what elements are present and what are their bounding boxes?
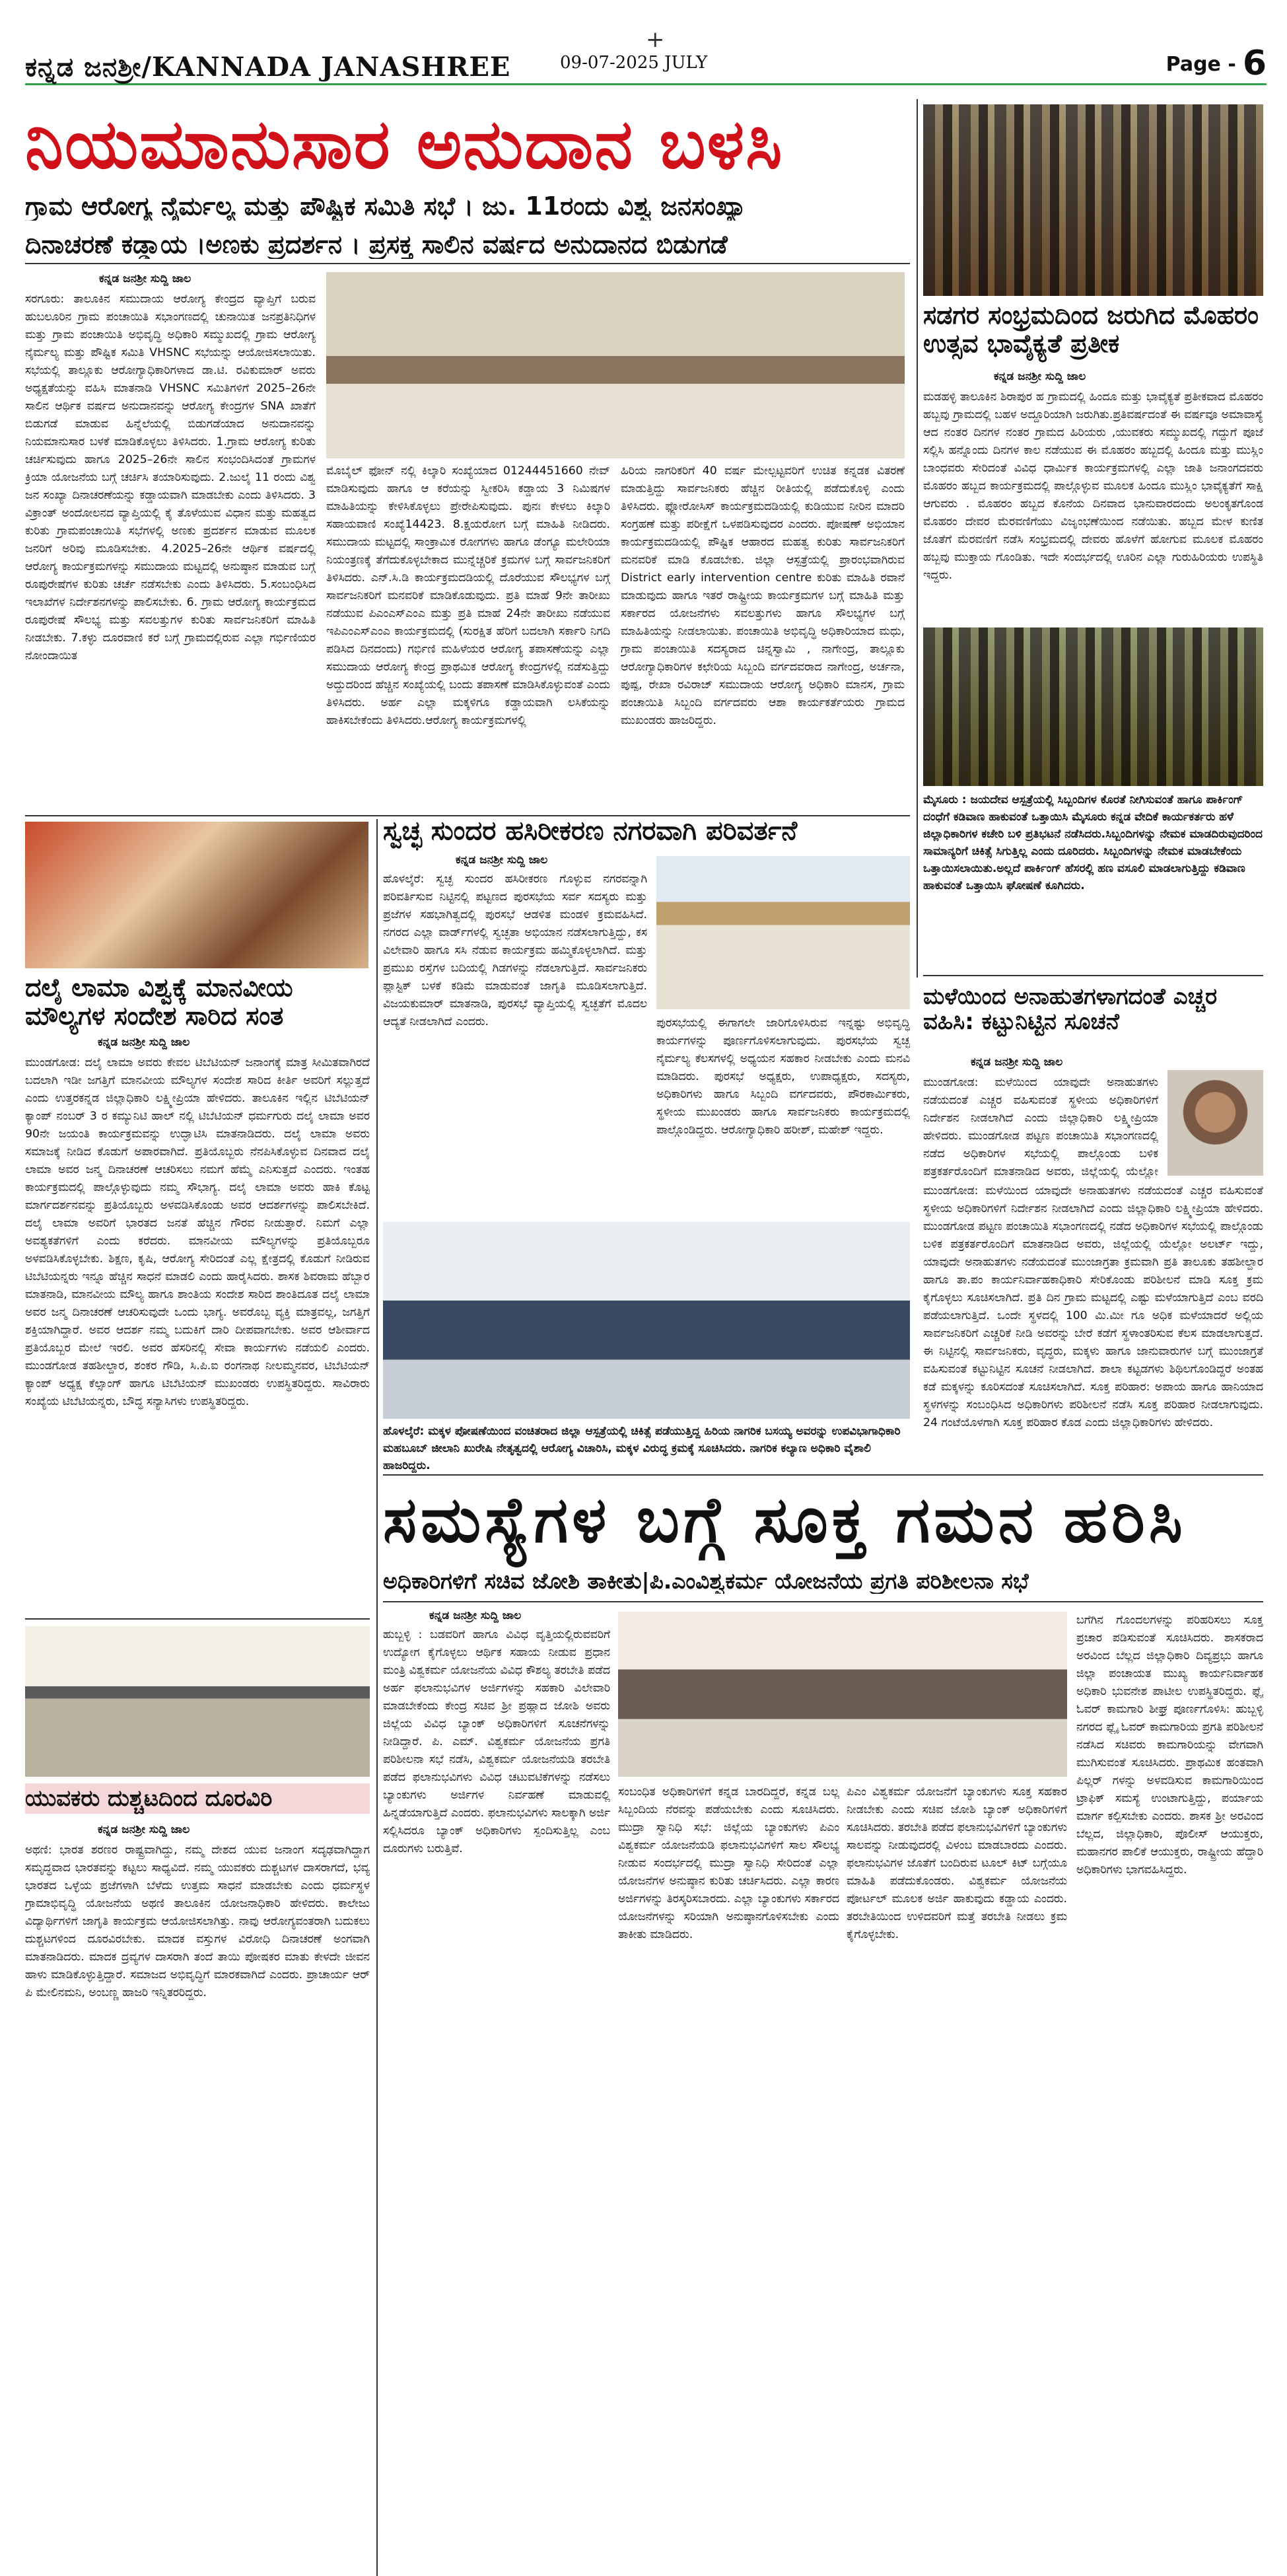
joshi-headline: ಸಮಸ್ಯೆಗಳ ಬಗ್ಗೆ ಸೂಕ್ತ ಗಮನ ಹರಿಸಿ	[383, 1483, 1187, 1557]
divider	[25, 263, 910, 264]
rain-byline: ಕನ್ನಡ ಜನಶ್ರೀ ಸುದ್ದಿ ಜಾಲ	[971, 1055, 1063, 1069]
lead-body-col1: ಸರಗೂರು: ತಾಲೂಕಿನ ಸಮುದಾಯ ಆರೋಗ್ಯ ಕೇಂದ್ರದ ವ್ಯಾಪ್ತಿಗೆ ಬರುವ ಹುಬಲೂರಿನ ಗ್ರಾಮ ಪಂಚಾಯಿತಿ ಸಭಾಂಗಣದಲ್ಲಿ ಚುನಾಯಿತ ಜನಪ್ರತಿನಿಧಿಗಳ ಮತ್ತು ಗ್ರಾಮ ಪಂಚಾಯಿತಿ ಅಭಿವೃದ್ಧಿ ಅಧಿಕಾರಿ ಸಮ್ಮುಖದಲ್ಲಿ ಗ್ರಾಮ ಆರೋಗ್ಯ ನೈರ್ಮಲ್ಯ ಮತ್ತು ಪೌಷ್ಟಿಕ ಸಮಿತಿ VHSNC ಸಭೆಯನ್ನು ಆಯೋಜಿಸಲಾಯಿತು. ಸಭೆಯಲ್ಲಿ ತಾಲ್ಲೂಕು ಆರೋಗ್ಯಾಧಿಕಾರಿಗಳಾದ ಡಾ.ಟಿ. ರವಿಕುಮಾರ್ ಅವರು ಅಧ್ಯಕ್ಷತೆಯನ್ನು ವಹಿಸಿ ಮಾತನಾಡಿ VHSNC ಸಮಿತಿಗಳಿಗೆ 2025–26ನೇ ಸಾಲಿನ ಆರ್ಥಿಕ ವರ್ಷದ ಅನುದಾನವನ್ನು ಆರೋಗ್ಯ ಕೇಂದ್ರಗಳ SNA ಖಾತೆಗೆ ಬಿಡುಗಡೆ ಮಾಡುವ ಹಿನ್ನೆಲೆಯಲ್ಲಿ ಬಿಡುಗಡೆಯಾದ ಅನುದಾನವನ್ನು ನಿಯಮಾನುಸಾರ ಬಳಕೆ ಮಾಡಿಕೊಳ್ಳಲು ತಿಳಿಸಿದರು. 1.ಗ್ರಾಮ ಆರೋಗ್ಯ ಕುರಿತು ಚರ್ಚಿಸುವುದು ಹಾಗೂ 2025–26ನೇ ಸಾಲಿನ ಸಂಭಂದಿಸಿದಂತೆ ಗ್ರಾಮಗಳ ಕ್ರಿಯಾ ಯೋಜನೆಯ ಬಗ್ಗೆ ಚರ್ಚಿಸಿ ತಯಾರಿಸುವುದು. 2.ಜುಲೈ 11 ರಂದು ವಿಶ್ವ ಜನ ಸಂಖ್ಯಾ ದಿನಾಚರಣೆಯನ್ನು ಕಡ್ಡಾಯವಾಗಿ ಮಾಡಬೇಕು ಎಂದು ತಿಳಿಸಿದರು. 3 ವಿಕ್ರಾಂತ್ ಅಂದೋಲನದ ವ್ಯಾಪ್ತಿಯಲ್ಲಿ ಕೈ ತೊಳೆಯುವ ವಿಧಾನ ಮತ್ತು ಮಹತ್ವದ ಕುರಿತು ಗ್ರಾಮಪಂಚಾಯಿತಿ ಸಭೆಗಳಲ್ಲಿ ಅಣಕು ಪ್ರದರ್ಶನ ಮಾಡುವ ಮೂಲಕ ಜನರಿಗೆ ಅರಿವು ಮೂಡಿಸಬೇಕು. 4.2025–26ನೇ ಆರ್ಥಿಕ ವರ್ಷದಲ್ಲಿ ಆರೋಗ್ಯ ಕಾರ್ಯಕ್ರಮಗಳನ್ನು ಸಮುದಾಯ ಮಟ್ಟದಲ್ಲಿ ಅನುಷ್ಠಾನ ಮಾಡುವ ಬಗ್ಗೆ ರೂಪುರೇಷೆಗಳ ಕುರಿತು ಚರ್ಚೆ ನಡೆಸಬೇಕು ಎಂದು ತಿಳಿಸಿದರು. 5.ಸಂಬಂಧಿಸಿದ ಇಲಾಖೆಗಳ ನಿರ್ದೇಶನಗಳನ್ನು ಪಾಲಿಸಬೇಕು. 6. ಗ್ರಾಮ ಆರೋಗ್ಯ ಕಾರ್ಯಕ್ರಮದ ರೂಪುರೇಷೆ ಸೌಲಭ್ಯ ಮತ್ತು ಸವಲತ್ತುಗಳ ಕುರಿತು ಸಾರ್ವಜನಿಕರಿಗೆ ಮಾಹಿತಿ ನೀಡಬೇಕು. 7.ಕಳ್ಳು ದೂರವಾಣಿ ಕರೆ ಬಗ್ಗೆ ಗ್ರಾಮದಲ್ಲಿರುವ ಎಲ್ಲಾ ಗರ್ಭಿಣಿಯರ ನೋಂದಾಯಿತ	[25, 293, 316, 662]
lead-subheadline-1: ಗ್ರಾಮ ಆರೋಗ್ಯ ನೈರ್ಮಲ್ಯ ಮತ್ತು ಪೌಷ್ಟಿಕ ಸಮಿತಿ ಸಭೆ । ಜು. 11ರಂದು ವಿಶ್ವ ಜನಸಂಖ್ಯಾ	[25, 193, 747, 221]
lead-subheadline-2: ದಿನಾಚರಣೆ ಕಡ್ಡಾಯ ।ಅಣಕು ಪ್ರದರ್ಶನ । ಪ್ರಸಕ್ತ ಸಾಲಿನ ವರ್ಷದ ಅನುದಾನದ ಬಿಡುಗಡೆ	[25, 231, 728, 259]
protest-photo	[923, 627, 1263, 786]
divider	[383, 1474, 1263, 1476]
moharram-body: ಮಡಹಳ್ಳಿ ತಾಲೂಕಿನ ಶಿರಾಪುರ ಹ ಗ್ರಾಮದಲ್ಲಿ ಹಿಂದೂ ಮತ್ತು ಭಾವೈಕ್ಯತೆ ಪ್ರತೀಕವಾದ ಮೊಹರಂ ಹಬ್ಬವು ಗ್ರಾಮದಲ್ಲಿ ಬಹಳ ಅದ್ದೂರಿಯಾಗಿ ಜರುಗಿತು.ಪ್ರತಿವರ್ಷದಂತೆ ಈ ವರ್ಷವೂ ಅಮಾವಾಸ್ಯೆ ಆದ ನಂತರ ದಿನಗಳ ನಂತರ ಗ್ರಾಮದ ಹಿರಿಯರು ,ಯುವಕರು ಸಮ್ಮುಖದಲ್ಲಿ ಗದ್ದುಗೆ ಪೂಜೆ ಸಲ್ಲಿಸಿ ಹನ್ನೊಂದು ದಿನಗಳ ಕಾಲ ನಡೆಯುವ ಈ ಮೊಹರಂ ಹಬ್ಬದಲ್ಲಿ ಹಿಂದೂ ಮತ್ತು ಮುಸ್ಲಿಂ ಬಾಂಧವರು ಸೇರಿದಂತೆ ವಿವಿಧ ಧಾರ್ಮಿಕ ಕಾರ್ಯಕ್ರಮಗಳಲ್ಲಿ ಎಲ್ಲಾ ಜಾತಿ ಜನಾಂಗದವರು ಮೊಹರಂ ಹಬ್ಬದ ಕಾರ್ಯಕ್ರಮದಲ್ಲಿ ಪಾಲ್ಗೊಳ್ಳುವ ಮೂಲಕ ಹಿಂದೂ ಮುಸ್ಲಿಂ ಭಾವೈಕ್ಯತೆಗೆ ಸಾಕ್ಷಿ ಆಗುವರು . ಮೊಹರಂ ಹಬ್ಬದ ಕೊನೆಯ ದಿನವಾದ ಭಾನುವಾರದಂದು ಅಲಂಕೃತಗೊಂಡ ಮೊಹರಂ ದೇವರ ಮೆರವಣಿಗೆಯು ವಿಜೃಂಭಣೆಯಿಂದ ನಡೆಯಿತು. ಹಬ್ಬದ ಮೇಳ ಕುಣಿತ ಜೊತೆಗೆ ಮೆರವಣಿಗೆ ನಡೆಸಿ ಸಂಭ್ರಮದಲ್ಲಿ ದೇವರು ಹೊಳೆಗೆ ಹೋಗುವ ಮೂಲಕ ಮೊಹರಂ ಹಬ್ಬವು ಮುಕ್ತಾಯ ಗೊಂಡಿತು. ಇದೇ ಸಂದರ್ಭದಲ್ಲಿ ಊರಿನ ಎಲ್ಲಾ ಗುರುಹಿರಿಯರು ಉಪಸ್ಥಿತಿ ಇದ್ದರು.	[923, 390, 1263, 582]
divider	[923, 975, 1263, 976]
town-hall-photo	[656, 856, 910, 1009]
divider	[25, 1618, 370, 1620]
dalai-lama-headline: ದಲೈ ಲಾಮಾ ವಿಶ್ವಕ್ಕೆ ಮಾನವೀಯ ಮೌಲ್ಯಗಳ ಸಂದೇಶ ಸಾರಿದ ಸಂತ	[25, 973, 293, 1030]
review-meeting-photo	[618, 1612, 1067, 1777]
page-label: Page -	[1165, 53, 1236, 76]
page-number-value: 6	[1242, 44, 1267, 83]
joshi-subheadline: ಅಧಿಕಾರಿಗಳಿಗೆ ಸಚಿವ ಜೋಶಿ ತಾಕೀತು|ಪಿ.ಎಂವಿಶ್ವಕರ್ಮ ಯೋಜನೆಯ ಪ್ರಗತಿ ಪರಿಶೀಲನಾ ಸಭೆ	[383, 1569, 1029, 1594]
rain-headline: ಮಳೆಯಿಂದ ಅನಾಹುತಗಳಾಗದಂತೆ ಎಚ್ಚರ ವಹಿಸಿ: ಕಟ್ಟುನಿಟ್ಟಿನ ಸೂಚನೆ	[923, 984, 1218, 1036]
district-collector-photo	[1167, 1070, 1263, 1176]
newspaper-title: ಕನ್ನಡ ಜನಶ್ರೀ/KANNADA JANASHREE	[25, 52, 511, 83]
lead-headline: ನಿಯಮಾನುಸಾರ ಅನುದಾನ ಬಳಸಿ	[25, 104, 784, 184]
meeting-photo	[326, 272, 905, 458]
joshi-body-col2: ಸಂಬಂಧಿತ ಅಧಿಕಾರಿಗಳಿಗೆ ಕನ್ನಡ ಬಾರದಿದ್ದರೆ, ಕನ್ನಡ ಬಲ್ಲ ಸಿಬ್ಬಂದಿಯ ನೆರವನ್ನು ಪಡೆಯಬೇಕು ಎಂದು ಸೂಚಿಸಿದರು. ಮುದ್ರಾ ಸ್ವಾನಿಧಿ ಸಭೆ: ಜಿಲ್ಲೆಯ ಬ್ಯಾಂಕುಗಳು ಪಿಎಂ ವಿಶ್ವಕರ್ಮ ಯೋಜನೆಯಡಿ ಫಲಾನುಭವಿಗಳಿಗೆ ಸಾಲ ಸೌಲಭ್ಯ ನೀಡುವ ಸಂದರ್ಭದಲ್ಲಿ ಮುದ್ರಾ ಸ್ವಾನಿಧಿ ಸೇರಿದಂತೆ ಎಲ್ಲಾ ಯೋಜನೆಗಳ ಅನುಷ್ಠಾನ ಕುರಿತು ಚರ್ಚಿಸಿದರು. ಎಲ್ಲಾ ಕಾರಣ ಅರ್ಜಿಗಳನ್ನು ತಿರಸ್ಕರಿಸಬಾರದು. ಎಲ್ಲಾ ಬ್ಯಾಂಕುಗಳು ಸರ್ಕಾರದ ಯೋಜನೆಗಳನ್ನು ಸರಿಯಾಗಿ ಅನುಷ್ಠಾನಗೊಳಿಸಬೇಕು ಎಂದು ತಾಕೀತು ಮಾಡಿದರು.	[618, 1785, 839, 1941]
registration-mark: +	[646, 26, 665, 53]
dalai-lama-byline: ಕನ್ನಡ ಜನಶ್ರೀ ಸುದ್ದಿ ಜಾಲ	[98, 1036, 190, 1049]
dalai-lama-body: ಮುಂಡಗೋಡ: ದಲೈ ಲಾಮಾ ಅವರು ಕೇವಲ ಟಿಬೆಟಿಯನ್ ಜನಾಂಗಕ್ಕೆ ಮಾತ್ರ ಸೀಮಿತವಾಗಿರದೆ ಬದಲಾಗಿ ಇಡೀ ಜಗತ್ತಿಗೆ ಮಾನವೀಯ ಮೌಲ್ಯಗಳ ಸಂದೇಶ ಸಾರಿದ ಕೀರ್ತಿ ಅವರಿಗೆ ಸಲ್ಲುತ್ತದೆ ಎಂದು ಉತ್ತರಕನ್ನಡ ಜಿಲ್ಲಾಧಿಕಾರಿ ಲಕ್ಷ್ಮೀಪ್ರಿಯಾ ಹೇಳಿದರು. ತಾಲೂಕಿನ ಇಲ್ಲಿನ ಟಿಬೆಟಿಯನ್ ಕ್ಯಾಂಪ್ ನಂಬರ್ 3 ರ ಕಮ್ಯುನಿಟಿ ಹಾಲ್ ನಲ್ಲಿ ಟಿಬೆಟಿಯನ್ ಧರ್ಮಗುರು ದಲೈ ಲಾಮಾ ಅವರ 90ನೇ ಜಯಂತಿ ಕಾರ್ಯಕ್ರಮವನ್ನು ಉದ್ಘಾಟಿಸಿ ಮಾತನಾಡಿದರು. ದಲೈ ಲಾಮಾ ಅವರು ಸಮಾಜಕ್ಕೆ ನೀಡಿದ ಕೊಡುಗೆ ಅಪಾರವಾಗಿದೆ. ಪ್ರತಿಯೊಬ್ಬರು ನೆನಪಿಸಿಕೊಳ್ಳುವ ದಿನವಾದ ದಲೈ ಲಾಮಾ ಅವರ ಜನ್ಮ ದಿನಾಚರಣೆ ಆಚರಿಸಲು ನಮಗೆ ಹೆಮ್ಮೆ ಎನಿಸುತ್ತದೆ ಎಂದರು. ಇಂತಹ ಕಾರ್ಯಕ್ರಮದಲ್ಲಿ ಪಾಲ್ಗೊಳ್ಳುವುದು ನಮ್ಮ ಸೌಭಾಗ್ಯ. ದಲೈ ಲಾಮಾ ಅವರು ಹಾಕಿ ಕೊಟ್ಟ ಮಾರ್ಗದರ್ಶನವನ್ನು ಪ್ರತಿಯೊಬ್ಬರು ಅಳವಡಿಸಿಕೊಂಡು ಅವರ ಆದರ್ಶಗಳನ್ನು ಪಾಲಿಸಬೇಕಿದೆ. ದಲೈ ಲಾಮಾ ಅವರಿಗೆ ಭಾರತದ ಜನತೆ ಹೆಚ್ಚಿನ ಗೌರವ ನೀಡುತ್ತಾರೆ. ನಿಮಗೆ ಎಲ್ಲಾ ಅವಶ್ಯಕತೆಗಳಿಗೆ ಎಂದು ಕರೆದರು. ಮಾನವೀಯ ಮೌಲ್ಯಗಳನ್ನು ಪ್ರತಿಯೊಬ್ಬರೂ ಅಳವಡಿಸಿಕೊಳ್ಳಬೇಕು. ಶಿಕ್ಷಣ, ಕೃಷಿ, ಆರೋಗ್ಯ ಸೇರಿದಂತೆ ಎಲ್ಲ ಕ್ಷೇತ್ರದಲ್ಲಿ ಕೊಡುಗೆ ನೀಡಿರುವ ಟಿಬೆಟಿಯನ್ನರು ಇನ್ನೂ ಹೆಚ್ಚಿನ ಸಾಧನೆ ಮಾಡಲಿ ಎಂದು ಹಾರೈಸಿದರು. ಶಾಸಕ ಶಿವರಾಮ ಹೆಬ್ಬಾರ ಮಾತನಾಡಿ, ಮಾನವೀಯ ಮೌಲ್ಯ ಹಾಗೂ ಶಾಂತಿಯ ಸಂದೇಶ ಸಾರಿದ ಶಾಂತಿದೂತ ದಲೈ ಲಾಮಾ ಅವರ ಜನ್ಮ ದಿನಾಚರಣೆ ಆಚರಿಸುವುದೇ ಒಂದು ಭಾಗ್ಯ. ಅವರೊಬ್ಬ ವ್ಯಕ್ತಿ ಮಾತ್ರವಲ್ಲ, ಜಗತ್ತಿಗೆ ಶಕ್ತಿಯಾಗಿದ್ದಾರೆ. ಅವರ ಆದರ್ಶ ನಮ್ಮ ಬದುಕಿಗೆ ದಾರಿ ದೀಪವಾಗಬೇಕು. ಅವರ ಆಶೀರ್ವಾದ ಪ್ರತಿಯೊಬ್ಬರ ಮೇಲೆ ಇರಲಿ. ಅವರ ಹೆಸರಿನಲ್ಲಿ ಸೇವಾ ಕಾರ್ಯಗಳು ನಡೆಯಲಿ ಎಂದರು. ಮುಂಡಗೋಡ ತಹಶೀಲ್ದಾರ, ಶಂಕರ ಗೌಡಿ, ಸಿ.ಪಿ.ಐ ರಂಗನಾಥ ನೀಲಮ್ಮನವರ, ಟಿಬೆಟಿಯನ್ ಕ್ಯಾಂಪ್ ಅಧ್ಯಕ್ಷ ಕೆಲ್ಸಾಂಗ್ ಹಾಗೂ ಟಿಬೆಟಿಯನ್ ಮುಖಂಡರು ಉಪಸ್ಥಿತರಿದ್ದರು. ಸಾವಿರಾರು ಸಂಖ್ಯೆಯ ಟಿಬೆಟಿಯನ್ನರು, ಬೌದ್ಧ ಸನ್ಯಾಸಿಗಳು ಉಪಸ್ಥಿತರಿದ್ದರು.	[25, 1056, 370, 1408]
joshi-body-col1: ಹುಬ್ಬಳ್ಳಿ : ಬಡವರಿಗೆ ಹಾಗೂ ವಿವಿಧ ವೃತ್ತಿಯಲ್ಲಿರುವವರಿಗೆ ಉದ್ಯೋಗ ಕೈಗೊಳ್ಳಲು ಆರ್ಥಿಕ ಸಹಾಯ ನೀಡುವ ಪ್ರಧಾನ ಮಂತ್ರಿ ವಿಶ್ವಕರ್ಮ ಯೋಜನೆಯ ವಿವಿಧ ಕೌಶಲ್ಯ ತರಬೇತಿ ಪಡೆದ ಅರ್ಹ ಫಲಾನುಭವಿಗಳ ಅರ್ಜಿಗಳನ್ನು ಸಹಕಾರಿ ವಿಲೇವಾರಿ ಮಾಡಬೇಕೆಂದು ಕೇಂದ್ರ ಸಚಿವ ಶ್ರೀ ಪ್ರಹ್ಲಾದ ಜೋಶಿ ಅವರು ಜಿಲ್ಲೆಯ ವಿವಿಧ ಬ್ಯಾಂಕ್ ಅಧಿಕಾರಿಗಳಿಗೆ ಸೂಚನೆಗಳನ್ನು ನೀಡಿದ್ದಾರೆ. ಪಿ. ಎಮ್. ವಿಶ್ವಕರ್ಮ ಯೋಜನೆಯ ಪ್ರಗತಿ ಪರಿಶೀಲನಾ ಸಭೆ ನಡೆಸಿ, ವಿಶ್ವಕರ್ಮ ಯೋಜನೆಯಡಿ ತರಬೇತಿ ಪಡೆದ ಫಲಾನುಭವಿಗಳು ವಿವಿಧ ಚಟುವಟಿಕೆಗಳನ್ನು ನಡೆಸಲು ಬ್ಯಾಂಕುಗಳು ಅರ್ಜಿಗಳ ನಿರ್ವಹಣೆ ಮಾಡುವಲ್ಲಿ ಹಿನ್ನಡೆಯಾಗುತ್ತಿದೆ ಎಂದರು. ಫಲಾನುಭವಿಗಳು ಸಾಲಕ್ಕಾಗಿ ಅರ್ಜಿ ಸಲ್ಲಿಸಿದರೂ ಬ್ಯಾಂಕ್ ಅಧಿಕಾರಿಗಳು ಸ್ಪಂದಿಸುತ್ತಿಲ್ಲ ಎಂಬ ದೂರುಗಳು ಬರುತ್ತಿವೆ.	[383, 1628, 610, 1855]
clean-city-body-col2: ಪುರಸಭೆಯಲ್ಲಿ ಈಗಾಗಲೇ ಜಾರಿಗೊಳಿಸಿರುವ ಇನ್ನಷ್ಟು ಅಭಿವೃದ್ಧಿ ಕಾರ್ಯಗಳನ್ನು ಪೂರ್ಣಗೊಳಿಸಲಾಗುವುದು. ಪುರಸಭೆಯ ಸ್ವಚ್ಛ ನೈರ್ಮಲ್ಯ ಕೆಲಸಗಳಲ್ಲಿ ಅಧ್ಯಯನ ಸಹಕಾರ ನೀಡಬೇಕು ಎಂದು ಮನವಿ ಮಾಡಿದರು. ಪುರಸಭೆ ಅಧ್ಯಕ್ಷರು, ಉಪಾಧ್ಯಕ್ಷರು, ಸದಸ್ಯರು, ಅಧಿಕಾರಿಗಳು ಹಾಗೂ ಸಿಬ್ಬಂದಿ ವರ್ಗದವರು, ಪೌರಕಾರ್ಮಿಕರು, ಸ್ಥಳೀಯ ಮುಖಂಡರು ಹಾಗೂ ಸಾರ್ವಜನಿಕರು ಕಾರ್ಯಕ್ರಮದಲ್ಲಿ ಪಾಲ್ಗೊಂಡಿದ್ದರು. ಆರೋಗ್ಯಾಧಿಕಾರಿ ಹರೀಶ್, ಮಹೇಶ್ ಇದ್ದರು.	[656, 1017, 910, 1137]
masthead	[25, 26, 1267, 85]
clean-city-byline: ಕನ್ನಡ ಜನಶ್ರೀ ಸುದ್ದಿ ಜಾಲ	[456, 853, 548, 867]
joshi-byline: ಕನ್ನಡ ಜನಶ್ರೀ ಸುದ್ದಿ ಜಾಲ	[429, 1609, 522, 1622]
joshi-body-col4: ಬಗೆಗಿನ ಗೊಂದಲಗಳನ್ನು ಪರಿಹರಿಸಲು ಸೂಕ್ತ ಪ್ರಚಾರ ಪಡಿಸುವಂತೆ ಸೂಚಿಸಿದರು. ಶಾಸಕರಾದ ಅರವಿಂದ ಬೆಲ್ಲದ ಜಿಲ್ಲಾಧಿಕಾರಿ ದಿವ್ಯಪ್ರಭು ಹಾಗೂ ಜಿಲ್ಲಾ ಪಂಚಾಯತ ಮುಖ್ಯ ಕಾರ್ಯನಿರ್ವಾಹಕ ಅಧಿಕಾರಿ ಭುವನೇಶ ಪಾಟೀಲ ಉಪಸ್ಥಿತರಿದ್ದರು. ಫ್ಲೈ ಓವರ್ ಕಾಮಗಾರಿ ಶೀಘ್ರ ಪೂರ್ಣಗೊಳಿಸಿ: ಹುಬ್ಬಳ್ಳಿ ನಗರದ ಫ್ಲೈ ಓವರ್ ಕಾಮಗಾರಿಯ ಪ್ರಗತಿ ಪರಿಶೀಲನೆ ನಡೆಸಿದ ಸಚಿವರು ಕಾಮಗಾರಿಯನ್ನು ವೇಗವಾಗಿ ಮುಗಿಸುವಂತೆ ಸೂಚಿಸಿದರು. ಪ್ರಾಥಮಿಕ ಹಂತವಾಗಿ ಪಿಲ್ಲರ್ ಗಳನ್ನು ಅಳವಡಿಸುವ ಕಾಮಗಾರಿಯಿಂದ ಟ್ರಾಫಿಕ್ ಸಮಸ್ಯೆ ಉಂಟಾಗುತ್ತಿದ್ದು, ಪರ್ಯಾಯ ಮಾರ್ಗ ಕಲ್ಪಿಸಬೇಕು ಎಂದರು. ಶಾಸಕ ಶ್ರೀ ಅರವಿಂದ ಬೆಲ್ಲದ, ಜಿಲ್ಲಾಧಿಕಾರಿ, ಪೊಲೀಸ್ ಆಯುಕ್ತರು, ಮಹಾನಗರ ಪಾಲಿಕೆ ಆಯುಕ್ತರು, ರಾಷ್ಟ್ರೀಯ ಹೆದ್ದಾರಿ ಅಧಿಕಾರಿಗಳು ಭಾಗವಹಿಸಿದ್ದರು.	[1076, 1614, 1263, 1877]
awareness-program-photo	[25, 1626, 370, 1777]
column-divider	[917, 99, 918, 978]
clean-city-headline: ಸ್ವಚ್ಛ ಸುಂದರ ಹಸಿರೀಕರಣ ನಗರವಾಗಿ ಪರಿವರ್ತನೆ	[383, 816, 798, 846]
moharram-byline: ಕನ್ನಡ ಜನಶ್ರೀ ಸುದ್ದಿ ಜಾಲ	[994, 370, 1086, 383]
rain-body: ಮುಂಡಗೋಡ: ಮಳೆಯಿಂದ ಯಾವುದೇ ಅನಾಹುತಗಳು ನಡೆಯದಂತೆ ಎಚ್ಚರ ವಹಿಸುವಂತೆ ಸ್ಥಳೀಯ ಅಧಿಕಾರಿಗಳಿಗೆ ನಿರ್ದೇಶನ ನೀಡಲಾಗಿದೆ ಎಂದು ಜಿಲ್ಲಾಧಿಕಾರಿ ಲಕ್ಷ್ಮೀಪ್ರಿಯಾ ಹೇಳಿದರು. ಮುಂಡಗೋಡ ಪಟ್ಟಣ ಪಂಚಾಯಿತಿ ಸಭಾಂಗಣದಲ್ಲಿ ನಡೆದ ಅಧಿಕಾರಿಗಳ ಸಭೆಯಲ್ಲಿ ಪಾಲ್ಗೊಂಡು ಬಳಿಕ ಪತ್ರಕರ್ತರೊಂದಿಗೆ ಮಾತನಾಡಿದ ಅವರು, ಜಿಲ್ಲೆಯಲ್ಲಿ ಯೆಲ್ಲೋ ಅಲರ್ಟ್ ಇದ್ದು, ಯಾವುದೇ ಅನಾಹುತಗಳು ನಡೆಯದಂತೆ ಮುಂಜಾಗ್ರತಾ ಕ್ರಮವಾಗಿ ಪ್ರತಿ ತಾಲೂಕು ತಹಶೀಲ್ದಾರ ಹಾಗೂ ತಾ.ಪಂ ಕಾರ್ಯನಿರ್ವಾಹಕಾಧಿಕಾರಿ ಸೇರಿಕೊಂಡು ಪರಿಶೀಲನೆ ಮಾಡಿ ಸೂಕ್ತ ಕ್ರಮ ಕೈಗೊಳ್ಳಲು ಸೂಚಿಸಲಾಗಿದೆ. ಪ್ರತಿ ದಿನ ಗ್ರಾಮ ಮಟ್ಟದಲ್ಲಿ ಎಷ್ಟು ಮಳೆಯಾಗುತ್ತಿದೆ ಎಂಬ ವರದಿ ಪಡೆಯಲಾಗುತ್ತಿದೆ. ಒಂದೇ ಸ್ಥಳದಲ್ಲಿ 100 ಮಿ.ಮೀ ಗೂ ಅಧಿಕ ಮಳೆಯಾದರೆ ಅಲ್ಲಿಯ ಸಾರ್ವಜನಿಕರಿಗೆ ಎಚ್ಚರಿಕೆ ನೀಡಿ ಅವರನ್ನು ಬೇರೆ ಕಡೆಗೆ ಸ್ಥಳಾಂತರಿಸುವ ಕೆಲಸ ಮಾಡಲಾಗುತ್ತದೆ. ಈ ನಿಟ್ಟಿನಲ್ಲಿ ಸಾರ್ವಜನಿಕರು, ವೃದ್ಧರು, ಮಕ್ಕಳು ಹಾಗೂ ಜಾನುವಾರುಗಳ ಬಗ್ಗೆ ಮುಂಜಾಗ್ರತೆ ವಹಿಸುವಂತೆ ಕಟ್ಟುನಿಟ್ಟಿನ ಸೂಚನೆ ನೀಡಲಾಗಿದೆ. ಶಾಲಾ ಕಟ್ಟಡಗಳು ಶಿಥಿಲಗೊಂಡಿದ್ದರೆ ಅಂತಹ ಕಡೆ ಮಕ್ಕಳನ್ನು ಕೂರಿಸದಂತೆ ಸೂಚಿಸಲಾಗಿದೆ. ಸೂಕ್ತ ಪರಿಹಾರ: ಅಪಾಯ ಹಾಗೂ ಹಾನಿಯಾದ ಸ್ಥಳಗಳನ್ನು ಸಂಬಂಧಿಸಿದ ಅಧಿಕಾರಿಗಳು ಪರಿಶೀಲನೆ ನಡೆಸಿ ಸೂಕ್ತ ಪರಿಹಾರ ನೀಡಲಾಗುವುದು. 24 ಗಂಟೆಯೊಳಗಾಗಿ ಸೂಕ್ತ ಪರಿಹಾರ ಕೊಡ ಎಂದು ಜಿಲ್ಲಾಧಿಕಾರಿಗಳು ಹೇಳಿದರು.	[923, 1184, 1263, 1429]
rain-body-top: ಮುಂಡಗೋಡ: ಮಳೆಯಿಂದ ಯಾವುದೇ ಅನಾಹುತಗಳು ನಡೆಯದಂತೆ ಎಚ್ಚರ ವಹಿಸುವಂತೆ ಸ್ಥಳೀಯ ಅಧಿಕಾರಿಗಳಿಗೆ ನಿರ್ದೇಶನ ನೀಡಲಾಗಿದೆ ಎಂದು ಜಿಲ್ಲಾಧಿಕಾರಿ ಲಕ್ಷ್ಮೀಪ್ರಿಯಾ ಹೇಳಿದರು. ಮುಂಡಗೋಡ ಪಟ್ಟಣ ಪಂಚಾಯಿತಿ ಸಭಾಂಗಣದಲ್ಲಿ ನಡೆದ ಅಧಿಕಾರಿಗಳ ಸಭೆಯಲ್ಲಿ ಪಾಲ್ಗೊಂಡು ಬಳಿಕ ಪತ್ರಕರ್ತರೊಂದಿಗೆ ಮಾತನಾಡಿದ ಅವರು, ಜಿಲ್ಲೆಯಲ್ಲಿ ಯೆಲ್ಲೋ	[923, 1076, 1158, 1178]
youth-headline: ಯುವಕರು ದುಶ್ಚಟದಿಂದ ದೂರವಿರಿ	[25, 1783, 370, 1814]
divider	[383, 1601, 1263, 1602]
moharram-headline: ಸಡಗರ ಸಂಭ್ರಮದಿಂದ ಜರುಗಿದ ಮೊಹರಂ ಉತ್ಸವ ಭಾವೈಕ್ಯತೆ ಪ್ರತೀಕ	[923, 301, 1259, 358]
youth-body: ಅಥಣಿ: ಭಾರತ ಶರಣರ ರಾಷ್ಟ್ರವಾಗಿದ್ದು, ನಮ್ಮ ದೇಶದ ಯುವ ಜನಾಂಗ ಸದೃಢವಾಗಿದ್ದಾಗ ಸಮೃದ್ಧವಾದ ಭಾರತವನ್ನು ಕಟ್ಟಲು ಸಾಧ್ಯವಿದೆ. ನಮ್ಮ ಯುವಕರು ದುಶ್ಚಟಗಳ ದಾಸರಾಗದೆ, ಭವ್ಯ ಭಾರತದ ಒಳ್ಳೆಯ ಪ್ರಜೆಗಳಾಗಿ ಬೆಳೆದು ಉತ್ತಮ ಸಾಧನೆ ಮಾಡಬೇಕು ಎಂದು ಧರ್ಮಸ್ಥಳ ಗ್ರಾಮಾಭಿವೃದ್ಧಿ ಯೋಜನೆಯ ಅಥಣಿ ತಾಲೂಕಿನ ಯೋಜನಾಧಿಕಾರಿ ಹೇಳಿದರು. ಕಾಲೇಜು ವಿದ್ಯಾರ್ಥಿಗಳಿಗೆ ಜಾಗೃತಿ ಕಾರ್ಯಕ್ರಮ ಆಯೋಜಿಸಲಾಗಿತ್ತು. ನಾವು ಆರೋಗ್ಯವಂತರಾಗಿ ಬದುಕಲು ದುಶ್ಚಟಗಳಿಂದ ದೂರವಿರಬೇಕು. ಮಾದಕ ವಸ್ತುಗಳ ವಿರೋಧಿ ದಿನಾಚರಣೆ ಅಂಗವಾಗಿ ಮಾತನಾಡಿದರು. ಮಾದಕ ದ್ರವ್ಯಗಳ ದಾಸರಾಗಿ ತಂದೆ ತಾಯಿ ಪೋಷಕರ ಮಾತು ಕೇಳದೇ ಜೀವನ ಹಾಳು ಮಾಡಿಕೊಳ್ಳುತ್ತಿದ್ದಾರೆ. ಸಮಾಜದ ಅಭಿವೃದ್ಧಿಗೆ ಮಾರಕವಾಗಿದೆ ಎಂದರು. ಪ್ರಾಚಾರ್ಯ ಆರ್ ಪಿ ಮೇಲಿನಮನಿ, ಅಂಬಣ್ಣ ಹಾಜರಿ ಇನ್ನಿತರರಿದ್ದರು.	[25, 1843, 370, 1999]
hospital-visit-caption: ಹೊಳಲ್ಕೆರೆ: ಮಕ್ಕಳ ಪೋಷಣೆಯಿಂದ ವಂಚಿತರಾದ ಜಿಲ್ಲಾ ಆಸ್ಪತ್ರೆಯಲ್ಲಿ ಚಿಕಿತ್ಸೆ ಪಡೆಯುತ್ತಿದ್ದ ಹಿರಿಯ ನಾಗರಿಕ ಬಸಯ್ಯ ಅವರನ್ನು ಉಪವಿಭಾಗಾಧಿಕಾರಿ ಮಹಬೂಬ್ ಜೀಲಾನಿ ಖುರೇಷಿ ನೇತೃತ್ವದಲ್ಲಿ ಆರೋಗ್ಯ ವಿಚಾರಿಸಿ, ಮಕ್ಕಳ ವಿರುದ್ಧ ಕ್ರಮಕ್ಕೆ ಸೂಚಿಸಿದರು. ನಾಗರಿಕ ಕಲ್ಯಾಣ ಅಧಿಕಾರಿ ವೈಶಾಲಿ ಹಾಜರಿದ್ದರು.	[383, 1425, 901, 1472]
protest-photo-caption: ಮೈಸೂರು : ಜಯದೇವ ಆಸ್ಪತ್ರೆಯಲ್ಲಿ ಸಿಬ್ಬಂದಿಗಳ ಕೊರತೆ ನೀಗಿಸುವಂತೆ ಹಾಗೂ ಪಾರ್ಕಿಂಗ್ ದಂಧೆಗೆ ಕಡಿವಾಣ ಹಾಕುವಂತೆ ಒತ್ತಾಯಿಸಿ ಮೈಸೂರು ಕನ್ನಡ ವೇದಿಕೆ ಕಾರ್ಯಕರ್ತರು ಹಳೆ ಜಿಲ್ಲಾಧಿಕಾರಿಗಳ ಕಚೇರಿ ಬಳಿ ಪ್ರತಿಭಟನೆ ನಡೆಸಿದರು.ಸಿಬ್ಬಂದಿಗಳನ್ನು ನೇಮಕ ಮಾಡದಿರುವುದರಿಂದ ಸಾಮಾನ್ಯರಿಗೆ ಚಿಕಿತ್ಸೆ ಸಿಗುತ್ತಿಲ್ಲ ಎಂದು ದೂರಿದರು. ಸಿಬ್ಬಂದಿಗಳನ್ನು ನೇಮಕ ಮಾಡಬೇಕೆಂದು ಒತ್ತಾಯಿಸಲಾಯಿತು.ಅಲ್ಲದೆ ಪಾರ್ಕಿಂಗ್ ಹೆಸರಲ್ಲಿ ಹಣ ವಸೂಲಿ ಮಾಡಲಾಗುತ್ತಿದ್ದು ಕಡಿವಾಣ ಹಾಕುವಂತೆ ಒತ್ತಾಯಿಸಿ ಘೋಷಣೆ ಕೂಗಿದರು.	[923, 793, 1263, 892]
lead-body-col2: ಮೊಬೈಲ್ ಫೋನ್ ನಲ್ಲಿ ಕಿಲ್ಕಾರಿ ಸಂಖ್ಯೆಯಾದ 01244451660 ನೇವ್ ಮಾಡಿಸುವುದು ಹಾಗೂ ಆ ಕರೆಯನ್ನು ಸ್ವೀಕರಿಸಿ ಕಡ್ಡಾಯ 3 ನಿಮಿಷಗಳ ಮಾಹಿತಿಯನ್ನು ಕೇಳಿಸಿಕೊಳ್ಳಲು ಪ್ರೇರೇಪಿಸುವುದು. ಪುನಃ ಕೇಳಲು ಕಿಲ್ಕಾರಿ ಸಹಾಯವಾಣಿ ಸಂಖ್ಯೆ14423. 8.ಕ್ಷಯರೋಗ ಬಗ್ಗೆ ಮಾಹಿತಿ ನೀಡಿದರು. ಸಮುದಾಯ ಮಟ್ಟದಲ್ಲಿ ಸಾಂಕ್ರಾಮಿಕ ರೋಗಗಳು ಹಾಗೂ ಡೆಂಗ್ಯೂ ಮಲೇರಿಯಾ ನಿಯಂತ್ರಣಕ್ಕೆ ತೆಗೆದುಕೊಳ್ಳಬೇಕಾದ ಮುನ್ನೆಚ್ಚರಿಕೆ ಕ್ರಮಗಳ ಬಗ್ಗೆ ಸಾರ್ವಜನಿಕರಿಗೆ ತಿಳಿಸಿದರು. ಎನ್.ಸಿ.ಡಿ ಕಾರ್ಯಕ್ರಮದಡಿಯಲ್ಲಿ ದೊರೆಯುವ ಸೌಲಭ್ಯಗಳ ಬಗ್ಗೆ ಸಾರ್ವಜನಿಕರಿಗೆ ಮನವರಿಕೆ ಮಾಡಿಕೊಡುವುದು. ಪ್ರತಿ ಮಾಹೆ 9ನೇ ತಾರೀಖು ನಡೆಯುವ ಪಿಎಂಎಸ್ಎಂಎ ಮತ್ತು ಪ್ರತಿ ಮಾಹೆ 24ನೇ ತಾರೀಖು ನಡೆಯುವ ಇಪಿಎಂಎಸ್ಎಂಎ ಕಾರ್ಯಕ್ರಮದಲ್ಲಿ (ಸುರಕ್ಷಿತ ಹೆರಿಗೆ ಬದಲಾಗಿ ಸರ್ಕಾರಿ ನಿಗದಿ ಪಡಿಸಿದ ದಿನದಂದು) ಗರ್ಭಿಣಿ ಮಹಿಳೆಯರ ಆರೋಗ್ಯ ತಪಾಸಣೆಯನ್ನು ಎಲ್ಲಾ ಸಮುದಾಯ ಆರೋಗ್ಯ ಕೇಂದ್ರ ಪ್ರಾಥಮಿಕ ಆರೋಗ್ಯ ಕೇಂದ್ರಗಳಲ್ಲಿ ನಡೆಸುತ್ತಿದ್ದು ಅದ್ದುದರಿಂದ ಹೆಚ್ಚಿನ ಸಂಖ್ಯೆಯಲ್ಲಿ ಬಂದು ತಪಾಸಣೆ ಮಾಡಿಸಿಕೊಳ್ಳುವಂತೆ ಎಂದು ತಿಳಿಸಿದರು. ಅರ್ಹ ಎಲ್ಲಾ ಮಕ್ಕಳಿಗೂ ಕಡ್ಡಾಯವಾಗಿ ಲಸಿಕೆಯನ್ನು ಹಾಕಿಸಬೇಕೆಂದು ತಿಳಿಸಿದರು.ಆರೋಗ್ಯ ಕಾರ್ಯಕ್ರಮಗಳಲ್ಲಿ	[326, 464, 610, 727]
lead-body-col3: ಹಿರಿಯ ನಾಗರಿಕರಿಗೆ 40 ವರ್ಷ ಮೇಲ್ಪಟ್ಟವರಿಗೆ ಉಚಿತ ಕನ್ನಡಕ ವಿತರಣೆ ಮಾಡುತ್ತಿದ್ದು ಸಾರ್ವಜನಿಕರು ಹೆಚ್ಚಿನ ರೀತಿಯಲ್ಲಿ ಪಡೆದುಕೊಳ್ಳಿ ಎಂದು ತಿಳಿಸಿದರು. ಫ್ಲೋರೋಸಿಸ್ ಕಾರ್ಯಕ್ರಮದಡಿಯಲ್ಲಿ ಕುಡಿಯುವ ನೀರಿನ ಮಾದರಿ ಸಂಗ್ರಹಣೆ ಮತ್ತು ಪರೀಕ್ಷೆಗೆ ಒಳಪಡಿಸುವುದರ ಎಂದರು. ಪೋಷಣ್ ಅಭಿಯಾನ ಕಾರ್ಯಕ್ರಮದಡಿಯಲ್ಲಿ ಪೌಷ್ಟಿಕ ಆಹಾರದ ಮಹತ್ವ ಕುರಿತು ಸಾರ್ವಜನಿಕರಿಗೆ ಮನವರಿಕೆ ಮಾಡಿ ಕೊಡಬೇಕು. ಜಿಲ್ಲಾ ಆಸ್ಪತ್ರೆಯಲ್ಲಿ ಪ್ರಾರಂಭವಾಗಿರುವ District early intervention centre ಕುರಿತು ಮಾಹಿತಿ ರವಾನೆ ಮಾಡುವುದು ಹಾಗೂ ಇತರೆ ರಾಷ್ಟ್ರೀಯ ಕಾರ್ಯಕ್ರಮಗಳ ಬಗ್ಗೆ ಮಾಹಿತಿ ಮತ್ತು ಸರ್ಕಾರದ ಯೋಜನೆಗಳು ಸವಲತ್ತುಗಳು ಹಾಗೂ ಸೌಲಭ್ಯಗಳ ಬಗ್ಗೆ ಮಾಹಿತಿಯನ್ನು ನೀಡಲಾಯಿತು. ಪಂಚಾಯಿತಿ ಅಭಿವೃದ್ಧಿ ಅಧಿಕಾರಿಯಾದ ಮಧು, ಗ್ರಾಮ ಪಂಚಾಯಿತಿ ಸದಸ್ಯರಾದ ಚಿನ್ನಸ್ವಾಮಿ , ನಾಗೇಂದ್ರ, ತಾಲ್ಲೂಕು ಆರೋಗ್ಯಾಧಿಕಾರಿಗಳ ಕಛೇರಿಯ ಸಿಬ್ಬಂದಿ ವರ್ಗದವರಾದ ನಾಗೇಂದ್ರ, ಅರ್ಚನಾ, ಪುಷ್ಪ, ರೇಖಾ ರವಿರಾಜ್ ಸಮುದಾಯ ಆರೋಗ್ಯ ಅಧಿಕಾರಿ ಮಾನಸ, ಗ್ರಾಮ ಪಂಚಾಯಿತಿ ಸಿಬ್ಬಂದಿ ವರ್ಗದವರು ಆಶಾ ಕಾರ್ಯಕರ್ತೆಯರು ಗ್ರಾಮದ ಮುಖಂಡರು ಹಾಜರಿದ್ದರು.	[621, 464, 905, 727]
page-number	[1166, 44, 1267, 83]
hospital-visit-photo	[383, 1222, 910, 1419]
dalai-lama-event-photo	[25, 822, 368, 968]
clean-city-body-col1: ಹೊಳಲ್ಕೆರೆ: ಸ್ವಚ್ಛ ಸುಂದರ ಹಸಿರೀಕರಣ ಗೊಳ್ಳುವ ನಗರವನ್ನಾಗಿ ಪರಿವರ್ತಿಸುವ ನಿಟ್ಟಿನಲ್ಲಿ ಪಟ್ಟಣದ ಪುರಸಭೆಯ ಸರ್ವ ಸದಸ್ಯರು ಮತ್ತು ಪ್ರಜೆಗಳ ಸಹಭಾಗಿತ್ವದಲ್ಲಿ ಪುರಸಭೆ ಆಡಳಿತ ಮಂಡಳಿ ಕ್ರಮವಹಿಸಿದೆ. ನಗರದ ಎಲ್ಲಾ ವಾರ್ಡ್‌ಗಳಲ್ಲಿ ಸ್ವಚ್ಛತಾ ಅಭಿಯಾನ ನಡೆಸಲಾಗುತ್ತಿದ್ದು, ಕಸ ವಿಲೇವಾರಿ ಹಾಗೂ ಸಸಿ ನೆಡುವ ಕಾರ್ಯಕ್ರಮ ಹಮ್ಮಿಕೊಳ್ಳಲಾಗಿದೆ. ಮತ್ತು ಪ್ರಮುಖ ರಸ್ತೆಗಳ ಬದಿಯಲ್ಲಿ ಗಿಡಗಳನ್ನು ನೆಡಲಾಗುತ್ತಿದೆ. ಸಾರ್ವಜನಿಕರು ಪ್ಲಾಸ್ಟಿಕ್ ಬಳಕೆ ಕಡಿಮೆ ಮಾಡುವಂತೆ ಜಾಗೃತಿ ಮೂಡಿಸಲಾಗುತ್ತಿದೆ. ವಿಜಯಕುಮಾರ್ ಮಾತನಾಡಿ, ಪುರಸಭೆ ವ್ಯಾಪ್ತಿಯಲ್ಲಿ ಸ್ವಚ್ಛತೆಗೆ ಮೊದಲ ಆದ್ಯತೆ ನೀಡಲಾಗಿದೆ ಎಂದರು.	[383, 873, 647, 1028]
moharram-procession-photo	[923, 104, 1263, 296]
column-divider	[376, 819, 378, 2576]
joshi-body-col3: ಪಿಎಂ ವಿಶ್ವಕರ್ಮ ಯೋಜನೆಗೆ ಬ್ಯಾಂಕುಗಳು ಸೂಕ್ತ ಸಹಕಾರ ನೀಡಬೇಕು ಎಂದು ಸಚಿವ ಜೋಶಿ ಬ್ಯಾಂಕ್ ಅಧಿಕಾರಿಗಳಿಗೆ ಸೂಚಿಸಿದರು. ತರಬೇತಿ ಪಡೆದ ಫಲಾನುಭವಿಗಳಿಗೆ ಬ್ಯಾಂಕುಗಳು ಸಾಲವನ್ನು ನೀಡುವುದರಲ್ಲಿ ವಿಳಂಬ ಮಾಡಬಾರದು ಎಂದರು. ಫಲಾನುಭವಿಗಳ ಜೊತೆಗೆ ಬಂದಿರುವ ಟೂಲ್ ಕಿಟ್ ಬಗ್ಗೆಯೂ ಮಾಹಿತಿ ಪಡೆದುಕೊಂಡರು. ವಿಶ್ವಕರ್ಮ ಯೋಜನೆಯ ಪೋರ್ಟಲ್ ಮೂಲಕ ಅರ್ಜಿ ಹಾಕುವುದು ಕಡ್ಡಾಯ ಎಂದರು. ತರಬೇತಿಯಿಂದ ಉಳಿದವರಿಗೆ ಮತ್ತೆ ತರಬೇತಿ ನೀಡಲು ಕ್ರಮ ಕೈಗೊಳ್ಳಬೇಕು.	[847, 1785, 1067, 1941]
youth-byline: ಕನ್ನಡ ಜನಶ್ರೀ ಸುದ್ದಿ ಜಾಲ	[98, 1823, 190, 1836]
lead-byline: ಕನ್ನಡ ಜನಶ್ರೀ ಸುದ್ದಿ ಜಾಲ	[99, 272, 191, 285]
issue-date: 09-07-2025 JULY	[560, 53, 708, 73]
